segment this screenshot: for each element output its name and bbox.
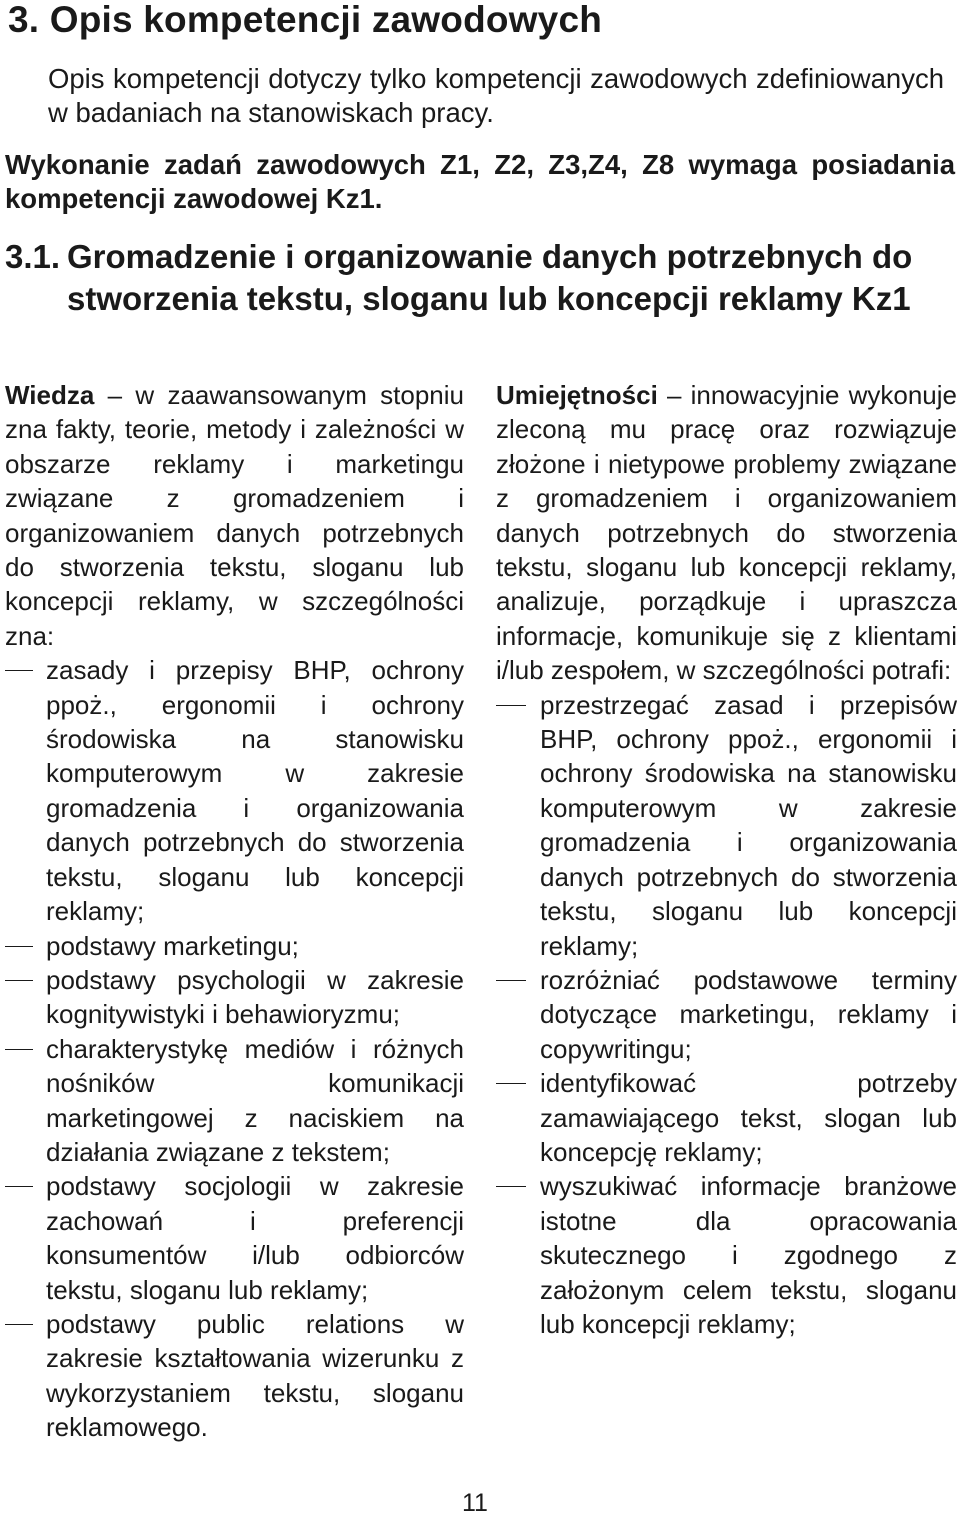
knowledge-list: [5, 653, 464, 1444]
requirement-paragraph: Wykonanie zadań zawodowych Z1, Z2, Z3,Z4, Z8 wymaga posiadania kompetencji zawodowej Kz1.: [5, 149, 955, 214]
page-number: 11: [462, 1489, 488, 1517]
list-item-text: wyszukiwać informacje branżowe istotne dla opracowania skutecznego i zgodnego z założonym celem tekstu, sloganu lub koncepcji reklamy;: [540, 1171, 957, 1339]
skills-intro: [496, 378, 957, 688]
dash-bullet-icon: [5, 1324, 33, 1325]
dash-bullet-icon: [5, 946, 33, 947]
skills-column: [496, 378, 957, 1341]
list-item-text: zasady i przepisy BHP, ochrony ppoż., ergonomii i ochrony środowiska na stanowisku komputerowym w zakresie gromadzenia i organizowania danych potrzebnych do stworzenia tekstu, sloganu lub koncepcji reklamy;: [46, 655, 464, 927]
list-item: [496, 1066, 957, 1169]
section-title: 3. Opis kompetencji zawodowych: [8, 0, 603, 40]
dash-bullet-icon: [5, 670, 33, 671]
dash-bullet-icon: [5, 1186, 33, 1187]
list-item: [5, 653, 464, 928]
list-item-text: identyfikować potrzeby zamawiającego tekst, slogan lub koncepcję reklamy;: [540, 1068, 957, 1167]
subsection-number: 3.1.: [5, 238, 61, 275]
list-item-text: podstawy marketingu;: [46, 930, 299, 961]
knowledge-column: [5, 378, 464, 1445]
dash-bullet-icon: [496, 1083, 526, 1084]
list-item: [496, 688, 957, 963]
list-item: [5, 1032, 464, 1170]
intro-paragraph: Opis kompetencji dotyczy tylko kompetencji zawodowych zdefiniowanych w badaniach na stanowiskach pracy.: [48, 63, 944, 128]
list-item-text: podstawy psychologii w zakresie kognitywistyki i behawioryzmu;: [46, 964, 464, 1030]
list-item: [5, 1169, 464, 1307]
dash-bullet-icon: [5, 980, 33, 981]
dash-bullet-icon: [5, 1049, 33, 1050]
dash-bullet-icon: [496, 705, 526, 706]
dash-bullet-icon: [496, 1186, 526, 1187]
subsection-title: Gromadzenie i organizowanie danych potrzebnych do stworzenia tekstu, sloganu lub koncepcji reklamy Kz1: [67, 238, 913, 317]
list-item-text: przestrzegać zasad i przepisów BHP, ochrony ppoż., ergonomii i ochrony środowiska na stanowisku komputerowym w zakresie gromadzenia i organizowania danych potrzebnych do stworzenia tekstu, sloganu lub koncepcji reklamy;: [540, 689, 957, 961]
list-item: [496, 1169, 957, 1341]
list-item: [496, 963, 957, 1066]
list-item: [5, 963, 464, 1032]
subsection-heading: [5, 236, 955, 320]
dash-bullet-icon: [496, 980, 526, 981]
skills-label: Umiejętności: [496, 380, 658, 410]
skills-list: [496, 688, 957, 1342]
list-item: [5, 929, 464, 963]
knowledge-intro-text: – w zaawansowanym stopniu zna fakty, teorie, metody i zależności w obszarze reklamy i marketingu związane z gromadzeniem i organizowaniem danych potrzebnych do stworzenia tekstu, sloganu lub koncepcji reklamy, w szczególności zna:: [5, 380, 464, 651]
list-item-text: charakterystykę mediów i różnych nośników komunikacji marketingowej z naciskiem na działania związane z tekstem;: [46, 1033, 464, 1167]
list-item: [5, 1307, 464, 1445]
knowledge-label: Wiedza: [5, 380, 95, 410]
list-item-text: rozróżniać podstawowe terminy dotyczące marketingu, reklamy i copywritingu;: [540, 964, 957, 1064]
list-item-text: podstawy public relations w zakresie kształtowania wizerunku z wykorzystaniem tekstu, sloganu reklamowego.: [46, 1308, 464, 1443]
skills-intro-text: – innowacyjnie wykonuje zleconą mu pracę oraz rozwiązuje złożone i nietypowe problemy związane z gromadzeniem i organizowaniem danych potrzebnych do stworzenia tekstu, sloganu lub koncepcji reklamy, analizuje, porządkuje i upraszcza informacje, komunikuje się z klientami i/lub zespołem, w szczególności potrafi:: [496, 380, 957, 686]
list-item-text: podstawy socjologii w zakresie zachowań i preferencji konsumentów i/lub odbiorców tekstu, sloganu lub reklamy;: [46, 1171, 464, 1305]
knowledge-intro: [5, 378, 464, 653]
